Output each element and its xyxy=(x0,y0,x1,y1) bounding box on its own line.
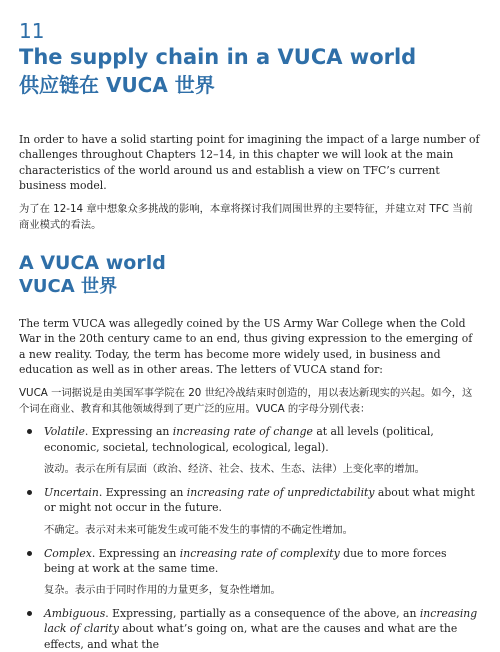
list-item-text-part: at all levels (political, economic, societal, technological, ecological, legal). xyxy=(44,425,434,454)
list-item xyxy=(19,546,480,599)
list-item-text xyxy=(44,546,480,577)
list-item-emphasis: increasing rate of complexity xyxy=(179,546,340,560)
bullet-dot xyxy=(27,490,32,495)
bullet-dot xyxy=(27,429,32,434)
list-item-term: Complex xyxy=(44,546,92,560)
chapter-title: The supply chain in a VUCA world xyxy=(19,45,417,69)
list-item-text-part: about what might or might not occur in the future. xyxy=(44,485,475,515)
list-item-zh: 波动。表示在所有层面（政治、经济、社会、技术、生态、法律）上变化率的增加。 xyxy=(44,462,425,475)
list-item-text-part: . Expressing an xyxy=(84,425,173,439)
list-item-text-part: . Expressing, partially as a consequence of the above, an xyxy=(105,607,420,621)
list-item xyxy=(19,424,480,477)
list-item-text xyxy=(44,606,480,652)
chapter-number: 11 xyxy=(19,19,45,43)
list-item-term: Uncertain xyxy=(44,485,99,499)
list-item-term: Ambiguous xyxy=(44,607,106,621)
list-item-emphasis: increasing rate of unpredictability xyxy=(186,485,375,499)
list-item-text-part: . Expressing an xyxy=(98,485,187,499)
list-item-text-part: . Expressing an xyxy=(91,546,180,560)
list-item-term: Volatile xyxy=(44,425,85,439)
section-body: The term VUCA was allegedly coined by the US Army War College when the Cold War in the 20th century came to an end, thus giving expression to the emerging of a new reality. Today, the term has become more widely used, in business and education as well as in other areas. The letters of VUCA stand for: xyxy=(19,317,473,377)
list-item-text-part: about what’s going on, what are the causes and what are the effects, and what the xyxy=(44,622,458,651)
vuca-list xyxy=(19,424,480,652)
list-item xyxy=(19,485,480,538)
list-item-text-part: due to more forces being at work at the same time. xyxy=(44,546,447,575)
list-item-emphasis: increasing lack of clarity xyxy=(44,607,478,636)
section-title: A VUCA world xyxy=(19,252,166,275)
list-item-text xyxy=(44,424,480,455)
chapter-title-zh: 供应链在 VUCA 世界 xyxy=(19,73,215,97)
list-item-zh: 复杂。表示由于同时作用的力量更多，复杂性增加。 xyxy=(44,584,281,597)
section-title-zh: VUCA 世界 xyxy=(19,276,117,298)
list-item-text xyxy=(44,485,480,516)
list-item-zh: 不确定。表示对未来可能发生或可能不发生的事情的不确定性增加。 xyxy=(44,523,353,536)
intro-paragraph-zh: 为了在 12-14 章中想象众多挑战的影响，本章将探讨我们周围世界的主要特征，并建立对 TFC 当前商业模式的看法。 xyxy=(19,203,473,232)
list-item xyxy=(19,606,480,652)
intro-paragraph: In order to have a solid starting point for imagining the impact of a large number of challenges throughout Chapters 12–14, in this chapter we will look at the main characteristics of the world around us and establish a view on TFC’s current business model. xyxy=(19,133,480,192)
list-item-emphasis: increasing rate of change xyxy=(172,425,313,439)
bullet-dot xyxy=(27,611,32,616)
bullet-dot xyxy=(27,551,32,556)
section-body-zh: VUCA 一词据说是由美国军事学院在 20 世纪冷战结束时创造的，用以表达新现实的兴起。如今，这个词在商业、教育和其他领域得到了更广泛的应用。VUCA 的字母分别代表： xyxy=(19,387,473,416)
